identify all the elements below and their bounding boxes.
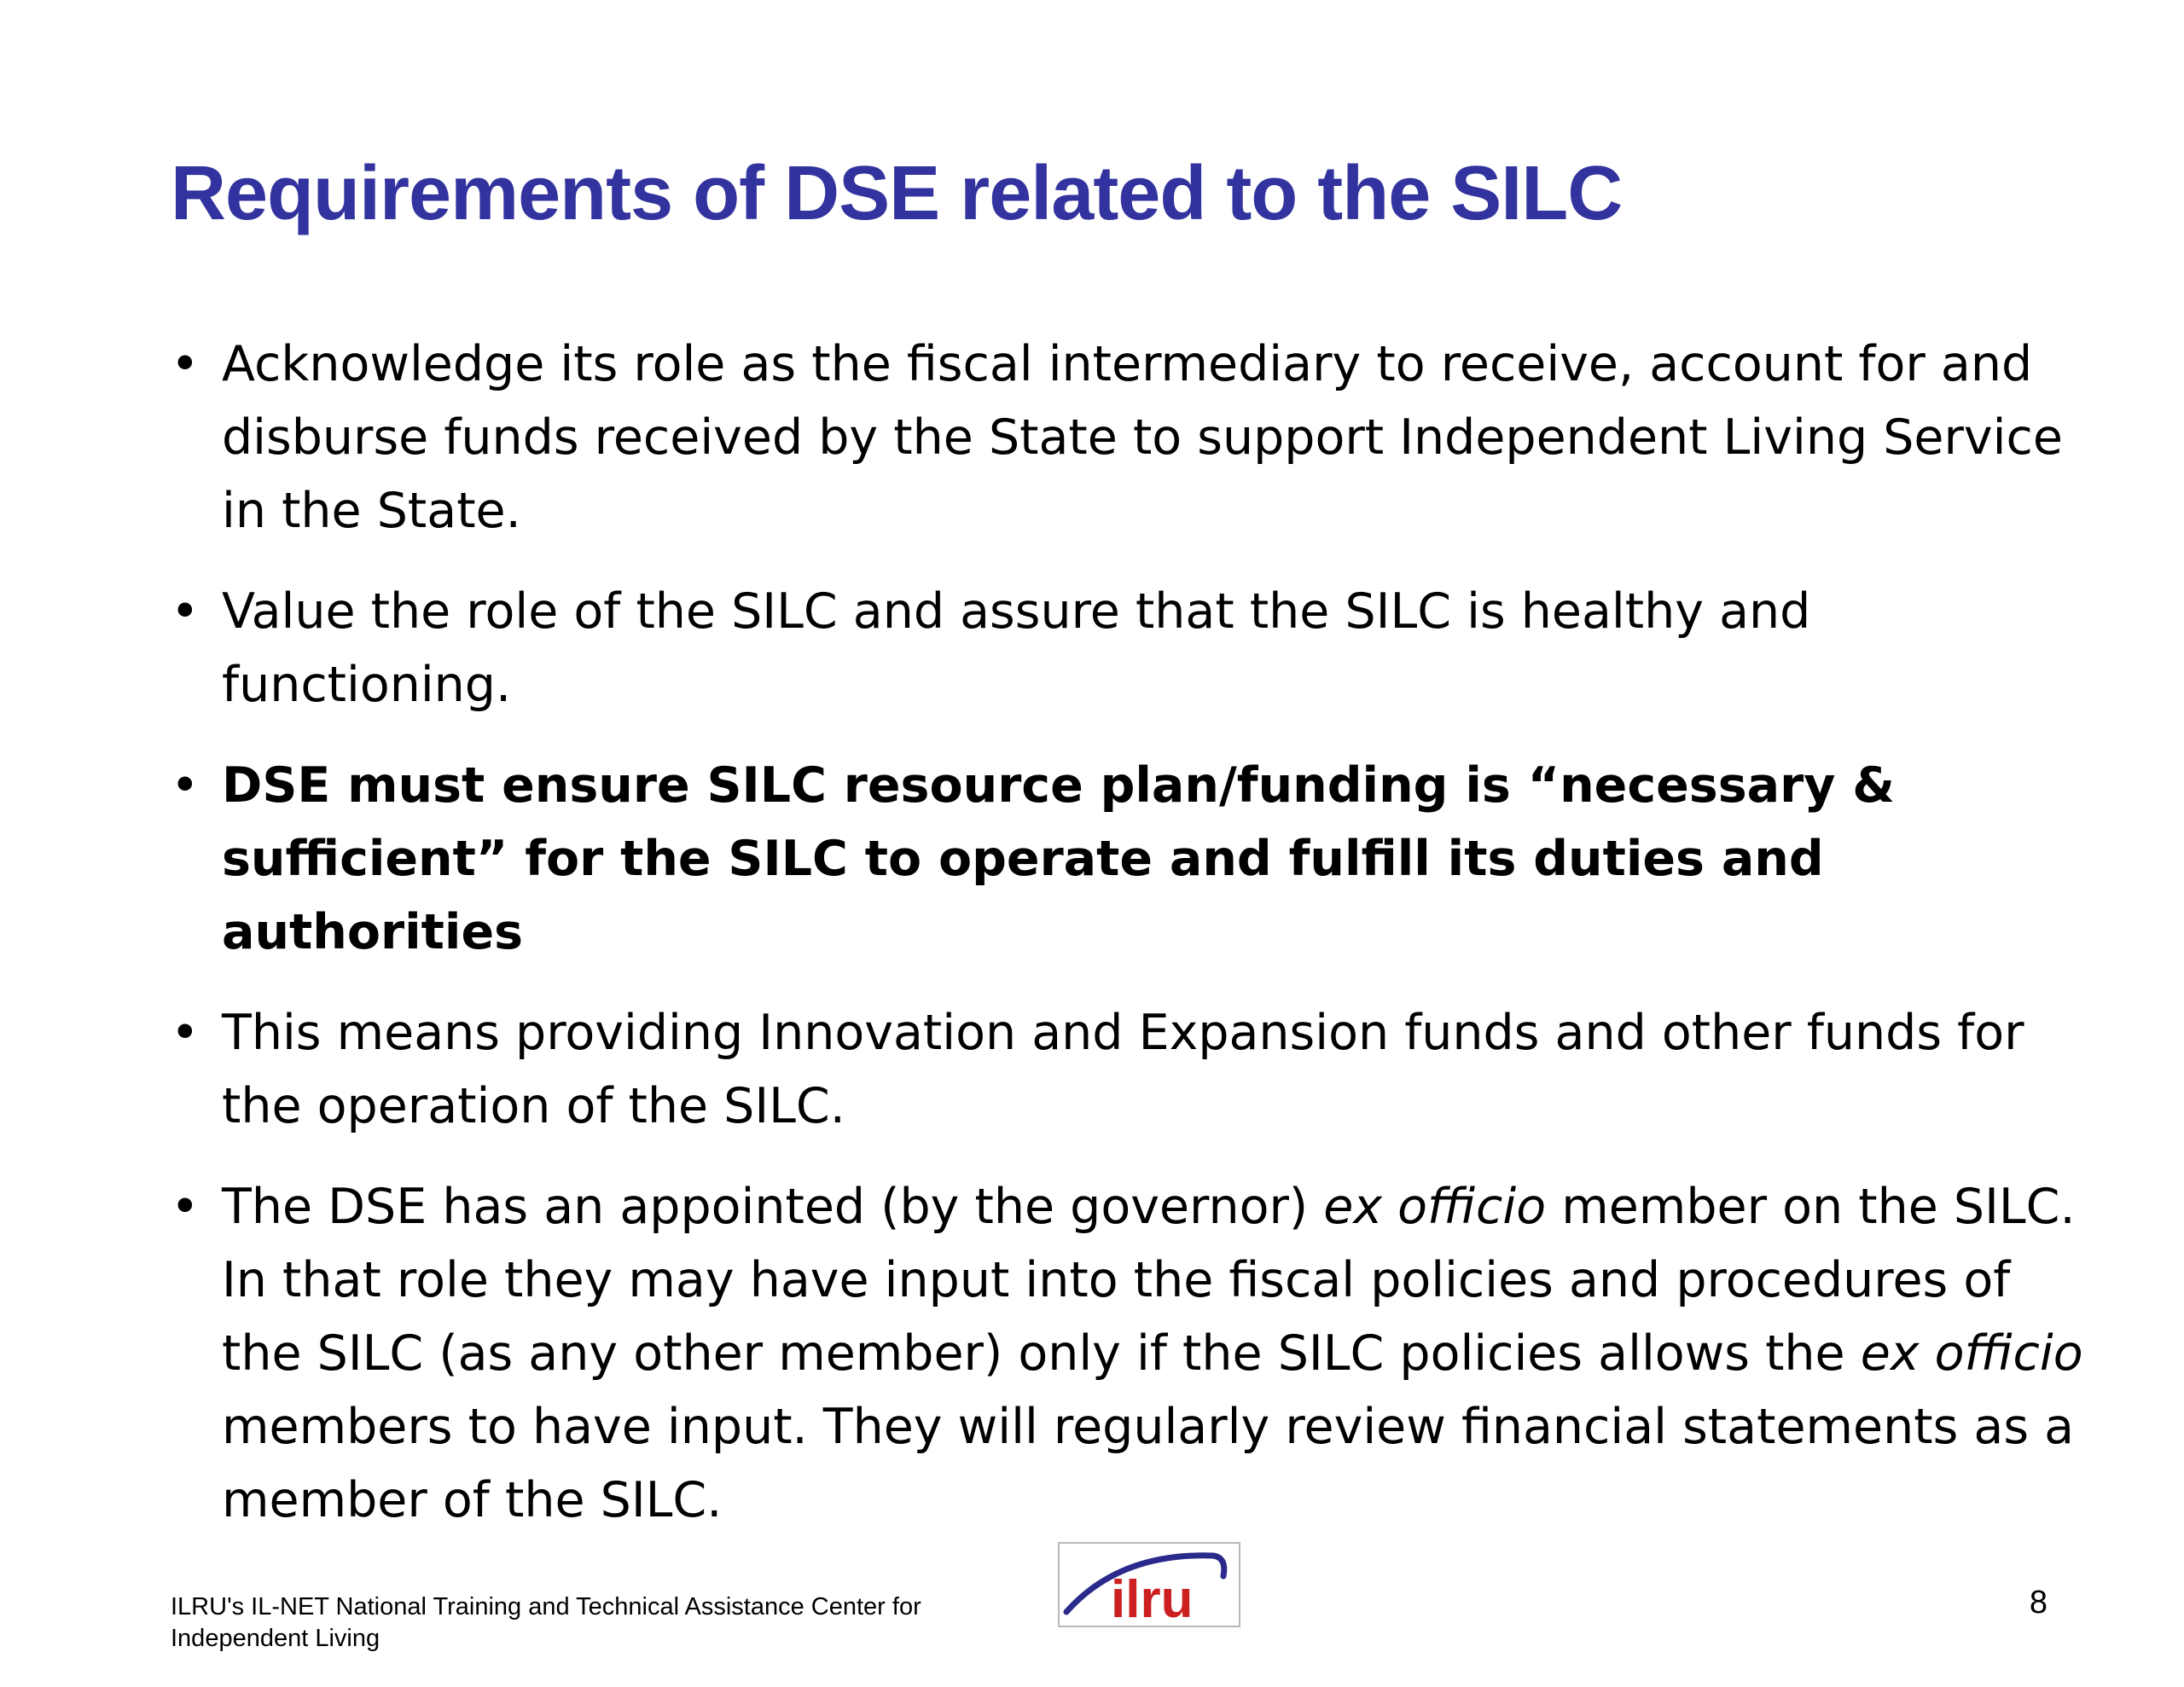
ex-officio-term: ex officio [1860,1325,2083,1382]
bullet-text-part: The DSE has an appointed (by the governor) [222,1179,1324,1235]
bullet-item [171,1170,2099,1537]
bullet-item [171,575,2099,722]
bullet-dot: • [171,583,200,640]
bullet-text: Acknowledge its role as the fiscal intermediary to receive, account for and disburse funds received by the State to support Independent Living Service in the State. [222,336,2063,539]
ilru-logo [1058,1542,1240,1627]
ilru-logo-graphic [1060,1544,1239,1626]
bullet-text: This means providing Innovation and Expansion funds and other funds for the operation of the SILC. [222,1005,2024,1134]
bullet-text-part: members to have input. They will regularly review financial statements as a member of the SILC. [222,1399,2075,1528]
bullet-text-part: member on the SILC. In that role they may have input into the fiscal policies and procedures of the SILC (as any other member) only if the SILC policies allows the [222,1179,2076,1382]
bullet-item [171,328,2099,548]
bullet-item-emphasis [171,749,2099,969]
footer-organization-text: ILRU's IL-NET National Training and Technical Assistance Center for Independent Living [171,1593,921,1652]
slide-title: Requirements of DSE related to the SILC [171,151,1623,236]
page-number: 8 [2029,1585,2048,1620]
bullet-dot: • [171,1005,200,1061]
bullet-item [171,996,2099,1143]
bullet-dot: • [171,336,200,392]
bullet-text: Value the role of the SILC and assure that the SILC is healthy and functioning. [222,583,1811,713]
logo-text: ilru [1111,1570,1194,1626]
bullet-text [222,1179,2083,1528]
bullet-dot: • [171,1179,200,1235]
bullet-text: DSE must ensure SILC resource plan/funding is “necessary & sufficient” for the SILC to operate and fulfill its duties and authorities [222,757,1895,960]
bullet-list [171,328,2099,1537]
ex-officio-term: ex officio [1323,1179,1547,1235]
bullet-dot: • [171,757,200,814]
